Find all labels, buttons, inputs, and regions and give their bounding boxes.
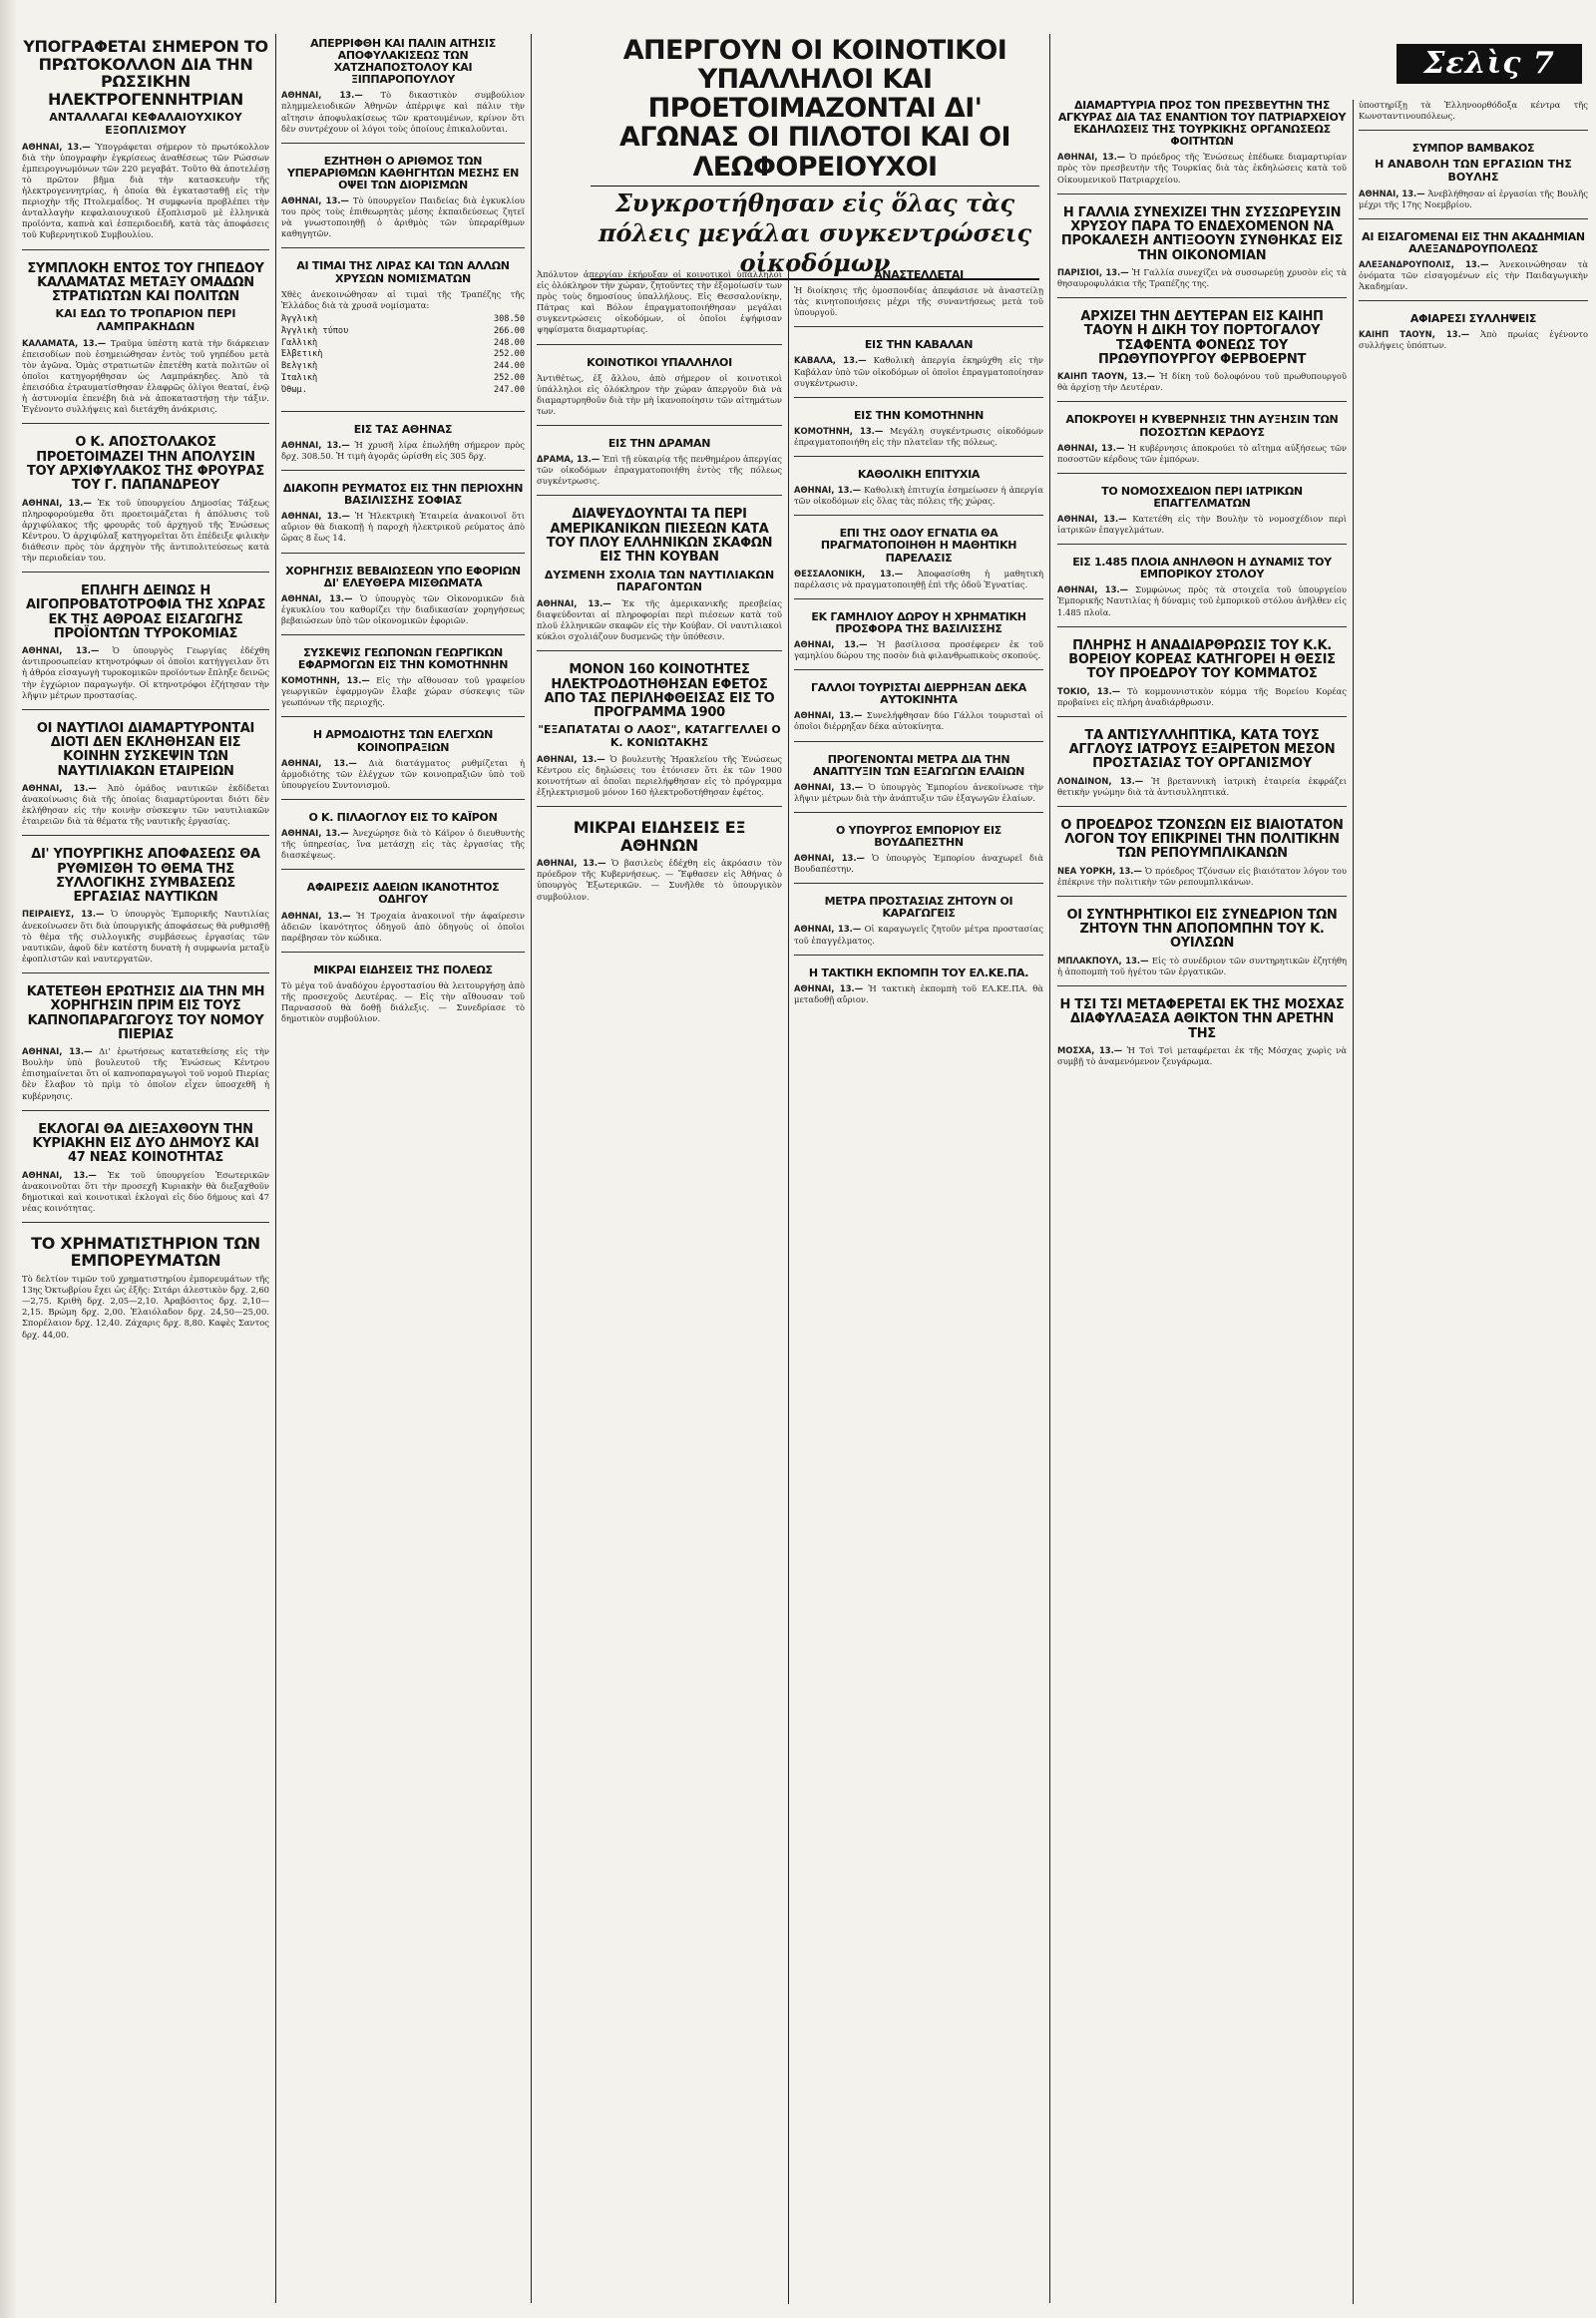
article-headline: ΠΛΗΡΗΣ Η ΑΝΑΔΙΑΡΘΡΩΣΙΣ ΤΟΥ Κ.Κ. ΒΟΡΕΙΟΥ ΚΟΡΕΑΣ ΚΑΤΗΓΟΡΕΙ Η ΘΕΣΙΣ ΤΟΥ ΠΡΟΕΔΡΟΥ ΤΟΥ ΚΟΜΜΑΤΟΣ: [1068, 637, 1336, 682]
article-text: Ἡ τακτικὴ ἐκπομπὴ τοῦ ΕΛ.ΚΕ.ΠΑ. θὰ μεταδοθῇ αὔριον.: [794, 982, 1043, 1004]
article-headline: ΣΥΣΚΕΨΙΣ ΓΕΩΠΟΝΩΝ ΓΕΩΡΓΙΚΩΝ ΕΦΑΡΜΟΓΩΝ ΕΙΣ ΤΗΝ ΚΟΜΟΤΗΝΗΝ: [297, 646, 509, 672]
article-dateline: ΑΘΗΝΑΙ, 13.—: [22, 782, 97, 793]
article-body: [794, 782, 1043, 804]
article-subhead: Η ΑΝΑΒΟΛΗ ΤΩΝ ΕΡΓΑΣΙΩΝ ΤΗΣ ΒΟΥΛΗΣ: [1375, 158, 1572, 184]
article-dateline: ΑΘΗΝΑΙ, 13.—: [794, 485, 861, 496]
column-4: [794, 269, 1043, 2304]
article-text: Ὑπογράφεται σήμερον τὸ πρωτόκολλον διὰ τὴν ὑπογραφὴν ἐγκρίσεως ἀναθέσεως τῶν Ρώσσων ἐμπειρογνωμόνων τῶν 220 μεγαβάτ. Τοῦτο θὰ ἀποτελέσῃ τὸ πρῶτον βῆμα διὰ τὴν κατασκευὴν τῆς ἠλεκτρογεννητρίας, ἡ ὁποία θὰ ἐγκατασταθῇ εἰς τὴν περιοχὴν τῆς Πτολεμαΐδος. Ἡ συμφωνία προβλέπει τὴν ἀνταλλαγὴν κεφαλαιουχικοῦ ἐξοπλισμοῦ μὲ ἑλληνικὰ προϊόντα, καπνὰ καὶ ἐσπεριδοειδῆ, κατὰ τὰς ἀποφάσεις τοῦ Κυβερνητικοῦ Συμβουλίου.: [22, 141, 269, 240]
article-dateline: ΑΘΗΝΑΙ, 13.—: [281, 511, 350, 522]
article-dateline: ΑΘΗΝΑΙ, 13.—: [281, 757, 357, 768]
article-dateline: ΚΑΙΗΠ ΤΑΟΥΝ, 13.—: [1057, 371, 1156, 382]
article-text: Ἡ βασίλισσα προσέφερεν ἐκ τοῦ γαμηλίου δώρου της ποσὸν διὰ φιλανθρωπικοὺς σκοπούς.: [794, 638, 1043, 661]
coin-price: 252.00: [493, 349, 525, 360]
column-2: [281, 38, 525, 2312]
article-body: [1057, 866, 1347, 888]
article-text: Δι' ἐρωτήσεως κατατεθείσης εἰς τὴν Βουλὴν ὑπὸ βουλευτοῦ τῆς Ἑνώσεως Κέντρου ἐπισημαίνεται ὅτι οἱ καπνοπαραγωγοὶ τοῦ νομοῦ Πιερίας δὲν ἔλαβον τὸ πρὶμ τὸ ὁποῖον εἶχεν ὑποσχεθῆ ἡ κυβέρνησις.: [22, 1046, 269, 1101]
news-article: [794, 682, 1043, 741]
article-headline: ΑΠΟΚΡΟΥΕΙ Η ΚΥΒΕΡΝΗΣΙΣ ΤΗΝ ΑΥΞΗΣΙΝ ΤΩΝ ΠΟΣΟΣΤΩΝ ΚΕΡΔΟΥΣ: [1065, 413, 1339, 439]
article-body: [22, 338, 269, 416]
article-headline: ΣΥΜΠΛΟΚΗ ΕΝΤΟΣ ΤΟΥ ΓΗΠΕΔΟΥ ΚΑΛΑΜΑΤΑΣ ΜΕΤΑΞΥ ΟΜΑΔΩΝ ΣΤΡΑΤΙΩΤΩΝ ΚΑΙ ΠΟΛΙΤΩΝ: [27, 260, 264, 305]
article-body: [1359, 100, 1588, 122]
article-headline: ΕΙΣ ΤΗΝ ΔΡΑΜΑΝ: [607, 437, 711, 451]
article-body: [1057, 1045, 1347, 1067]
article-headline: ΕΙΣ ΤΗΝ ΚΟΜΟΤΗΝΗΝ: [853, 408, 985, 422]
news-article: [281, 882, 525, 952]
news-article: [22, 848, 269, 973]
article-dateline: ΚΟΜΟΤΗΝΗ, 13.—: [794, 425, 884, 436]
article-headline: ΕΙΣ ΤΑΣ ΑΘΗΝΑΣ: [353, 422, 453, 436]
article-body: [1057, 956, 1347, 977]
article-body: [1359, 189, 1588, 210]
article-body: [794, 853, 1043, 875]
article-headline: ΜΕΤΡΑ ΠΡΟΣΤΑΣΙΑΣ ΖΗΤΟΥΝ ΟΙ ΚΑΡΑΓΩΓΕΙΣ: [824, 895, 1013, 921]
article-headline: ΧΟΡΗΓΗΣΙΣ ΒΕΒΑΙΩΣΕΩΝ ΥΠΟ ΕΦΟΡΙΩΝ ΔΙ' ΕΛΕΥΘΕΡΑ ΜΙΣΘΩΜΑΤΑ: [285, 564, 521, 589]
article-headline: ΚΑΤΕΤΕΘΗ ΕΡΩΤΗΣΙΣ ΔΙΑ ΤΗΝ ΜΗ ΧΟΡΗΓΗΣΙΝ ΠΡΙΜ ΕΙΣ ΤΟΥΣ ΚΑΠΝΟΠΑΡΑΓΩΓΟΥΣ ΤΟΥ ΝΟΜΟΥ ΠΙΕΡΙΑΣ: [26, 983, 265, 1042]
article-body: [537, 373, 782, 417]
article-dateline: ΑΘΗΝΑΙ, 13.—: [1057, 584, 1128, 595]
news-article: [1057, 998, 1347, 1075]
article-headline: ΕΚ ΓΑΜΗΛΙΟΥ ΔΩΡΟΥ Η ΧΡΗΜΑΤΙΚΗ ΠΡΟΣΦΟΡΑ ΤΗΣ ΒΑΣΙΛΙΣΣΗΣ: [811, 609, 1026, 635]
news-article: [794, 469, 1043, 516]
news-article: [537, 438, 782, 496]
article-dateline: ΑΘΗΝΑΙ, 13.—: [22, 497, 92, 508]
article-text: Τὸ μέγα τοῦ ἀναδόχου ἐργοστασίου θὰ λειτουργήσῃ ἀπὸ τῆς προσεχοῦς Δευτέρας. — Εἰς τὴν αἴθουσαν τοῦ Παρνασσοῦ θὰ δοθῇ διάλεξις. — Συνεδρίασε τὸ δημοτικὸν συμβούλιον.: [281, 979, 525, 1024]
article-dateline: ΠΑΡΙΣΙΟΙ, 13.—: [1057, 266, 1129, 277]
article-headline: ΑΠΕΡΡΙΦΘΗ ΚΑΙ ΠΑΛΙΝ ΑΙΤΗΣΙΣ ΑΠΟΦΥΛΑΚΙΣΕΩΣ ΤΩΝ ΧΑΤΖΗΑΠΟΣΤΟΛΟΥ ΚΑΙ ΞΙΠΠΑΡΟΠΟΥΛΟΥ: [310, 38, 496, 87]
article-headline: ΕΙΣ ΤΗΝ ΚΑΒΑΛΑΝ: [864, 338, 974, 352]
news-article: [1057, 729, 1347, 807]
article-text: Ἐπὶ τῇ εὐκαιρίᾳ τῆς πενθημέρου ἀπεργίας τῶν οἰκοδόμων ἐπραγματοποιήθη ἐντὸς τῆς πόλεως συγκέντρωσις.: [537, 454, 782, 487]
article-text: Ὁ ὑπουργὸς Γεωργίας ἐδέχθη ἀντιπροσωπείαν κτηνοτρόφων οἱ ὁποῖοι κατήγγειλαν ὅτι ἡ ἀθρόα εἰσαγωγὴ τυροκομικῶν προϊόντων ἔπληξε δεινῶς τὴν ἐγχώριον παραγωγήν. Οἱ κτηνοτρόφοι ἐζήτησαν τὴν λῆψιν μέτρων προστασίας.: [22, 645, 269, 700]
article-dateline: ΔΡΑΜΑ, 13.—: [537, 454, 600, 465]
news-article: [281, 38, 525, 144]
article-body: [281, 440, 525, 462]
article-body: [22, 1274, 269, 1341]
article-text: Ἡ χρυσῆ λίρα ἐπωλήθη σήμερον πρὸς δρχ. 308.50. Ἡ τιμὴ ἀγορᾶς ὡρίσθη εἰς 305 δρχ.: [281, 439, 525, 461]
article-text: Τὸ κομμουνιστικὸν κόμμα τῆς Βορείου Κορέας προβαίνει εἰς πλήρη ἀναδιάρθρωσιν.: [1057, 685, 1347, 707]
article-body: [794, 710, 1043, 732]
article-headline: ΑΙ ΕΙΣΑΓΟΜΕΝΑΙ ΕΙΣ ΤΗΝ ΑΚΑΔΗΜΙΑΝ ΑΛΕΞΑΝΔΡΟΥΠΟΛΕΩΣ: [1362, 229, 1585, 255]
page-edge-margin: [3, 60, 13, 2304]
article-text: Ἡ Τροχαία ἀνακοινοῖ τὴν ἀφαίρεσιν ἀδειῶν ἱκανότητος ὁδηγοῦ ἀπὸ ὁδηγοὺς οἱ ὁποῖοι παρέβησαν τὸν κώδικα.: [281, 910, 525, 943]
article-subhead: "ΕΞΑΠΑΤΑΤΑΙ Ο ΛΑΟΣ", ΚΑΤΑΓΓΕΛΛΕΙ Ο Κ. ΚΟΝΙΩΤΑΚΗΣ: [538, 723, 781, 750]
article-text: Ὁ βασιλεὺς ἐδέχθη εἰς ἀκρόασιν τὸν πρόεδρον τῆς Κυβερνήσεως. — Ἔφθασεν εἰς Ἀθήνας ὁ ὑπουργὸς Ἐξωτερικῶν. — Συνῆλθε τὸ ὑπουργικὸν συμβούλιον.: [537, 858, 782, 902]
article-dateline: ΑΘΗΝΑΙ, 13.—: [1057, 152, 1126, 163]
news-article: [537, 819, 782, 911]
article-dateline: ΑΘΗΝΑΙ, 13.—: [281, 828, 349, 839]
news-article: [794, 528, 1043, 598]
article-body: [794, 426, 1043, 448]
article-headline: ΜΟΝΟΝ 160 ΚΟΙΝΟΤΗΤΕΣ ΗΛΕΚΤΡΟΔΟΤΗΘΗΣΑΝ ΕΦΕΤΟΣ ΑΠΟ ΤΑΣ ΠΕΡΙΛΗΦΘΕΙΣΑΣ ΕΙΣ ΤΟ ΠΡΟΓΡΑΜΜΑ 1900: [544, 662, 775, 721]
news-article: [1359, 313, 1588, 359]
article-headline: ΣΥΜΠΟΡ ΒΑΜΒΑΚΟΣ: [1411, 142, 1535, 156]
article-text: Κατετέθη εἰς τὴν Βουλὴν τὸ νομοσχέδιον περὶ ἰατρικῶν ἐπαγγελμάτων.: [1057, 513, 1347, 536]
article-text: Τὸ ὑπουργεῖον Παιδείας διὰ ἐγκυκλίου του πρὸς τοὺς ἐπιθεωρητὰς μέσης ἐκπαιδεύσεως ζητεῖ νὰ γνωστοποιηθῇ ὁ ἀριθμὸς τῶν ὑπεραρίθμων καθηγητῶν.: [281, 195, 525, 239]
price-row: [281, 326, 525, 338]
article-text: Οἱ καραγωγεῖς ζητοῦν μέτρα προστασίας τοῦ ἐπαγγέλματος.: [794, 924, 1043, 946]
column-rule: [1049, 34, 1050, 2303]
article-body: [22, 909, 269, 964]
article-body: [794, 983, 1043, 1005]
news-article: [1057, 414, 1347, 473]
news-article: [794, 611, 1043, 670]
news-article: [22, 1235, 269, 1349]
article-text: Ἀπὸ πρωίας ἐγένοντο συλλήψεις ὑπόπτων.: [1359, 329, 1588, 351]
article-body: [281, 511, 525, 544]
gold-price-table: [281, 314, 525, 397]
article-body: [22, 783, 269, 827]
article-body: [1057, 152, 1347, 185]
article-body: [537, 598, 782, 642]
article-text: Συμφώνως πρὸς τὰ στοιχεῖα τοῦ ὑπουργείου Ἐμπορικῆς Ναυτιλίας ἡ δύναμις τοῦ ἐμπορικοῦ στόλου ἀνῆλθεν εἰς 1.485 πλοῖα.: [1057, 584, 1347, 617]
article-headline: ΑΝΑΣΤΕΛΛΕΤΑΙ: [874, 269, 964, 281]
news-article: [794, 754, 1043, 813]
article-headline: Η ΑΡΜΟΔΙΟΤΗΣ ΤΩΝ ΕΛΕΓΧΩΝ ΚΟΙΝΟΠΡΑΞΙΩΝ: [312, 728, 494, 754]
article-headline: ΚΑΘΟΛΙΚΗ ΕΠΙΤΥΧΙΑ: [857, 468, 981, 482]
article-headline: Η ΓΑΛΛΙΑ ΣΥΝΕΧΙΖΕΙ ΤΗΝ ΣΥΣΣΩΡΕΥΣΙΝ ΧΡΥΣΟΥ ΠΑΡΑ ΤΟ ΕΝΔΕΧΟΜΕΝΟΝ ΝΑ ΠΡΟΚΑΛΕΣΗ ΑΝΤΙΞΟΟΥΝ ΣΥΝΘΗΚΑΣ ΕΙΣ ΤΗΝ ΟΙΚΟΝΟΜΙΑΝ: [1060, 204, 1344, 263]
coin-price: 252.00: [493, 373, 525, 384]
article-dateline: ΑΘΗΝΑΙ, 13.—: [794, 853, 865, 864]
price-row: [281, 385, 525, 397]
article-headline: ΥΠΟΓΡΑΦΕΤΑΙ ΣΗΜΕΡΟΝ ΤΟ ΠΡΩΤΟΚΟΛΛΟΝ ΔΙΑ ΤΗΝ ΡΩΣΣΙΚΗΝ ΗΛΕΚΤΡΟΓΕΝΝΗΤΡΙΑΝ: [23, 38, 268, 109]
news-article: [794, 967, 1043, 1013]
news-article: [281, 483, 525, 553]
article-headline: Η ΤΑΚΤΙΚΗ ΕΚΠΟΜΠΗ ΤΟΥ ΕΛ.ΚΕ.ΠΑ.: [808, 966, 1029, 979]
article-body: [794, 355, 1043, 388]
article-dateline: ΚΟΜΟΤΗΝΗ, 13.—: [281, 675, 370, 686]
article-dateline: ΑΘΗΝΑΙ, 13.—: [22, 141, 91, 152]
article-text: ὑποστηρίξῃ τὰ Ἑλληνοορθόδοξα κέντρα τῆς Κωνσταντινουπόλεως.: [1359, 100, 1588, 122]
article-body: [22, 1170, 269, 1214]
coin-price: 266.00: [493, 325, 525, 336]
coin-price: 248.00: [493, 337, 525, 348]
article-body: [22, 142, 269, 241]
column-rule: [531, 34, 532, 2303]
news-article: [1057, 557, 1347, 626]
news-article: [1359, 231, 1588, 301]
news-article: [794, 269, 1043, 327]
news-article: [281, 156, 525, 249]
news-article: [281, 812, 525, 870]
article-text: Ἡ διοίκησις τῆς ὁμοσπονδίας ἀπεφάσισε νὰ ἀναστείλῃ τὰς κινητοποιήσεις μέχρι τῆς συναντήσεως μετὰ τοῦ ὑπουργοῦ.: [794, 285, 1043, 318]
article-body: [537, 754, 782, 798]
article-text: Ἡ δίκη τοῦ δολοφόνου τοῦ πρωθυπουργοῦ θὰ ἀρχίσῃ τὴν Δευτέραν.: [1057, 371, 1347, 393]
article-text: Καθολικὴ ἀπεργία ἐκηρύχθη εἰς τὴν Καβάλαν ὑπὸ τῶν οἰκοδόμων οἱ ὁποῖοι ἐπραγματοποίησαν συγκέντρωσιν.: [794, 355, 1043, 388]
article-headline: ΟΙ ΝΑΥΤΙΛΟΙ ΔΙΑΜΑΡΤΥΡΟΝΤΑΙ ΔΙΟΤΙ ΔΕΝ ΕΚΛΗΘΗΣΑΝ ΕΙΣ ΚΟΙΝΗΝ ΣΥΣΚΕΨΙΝ ΤΩΝ ΝΑΥΤΙΛΙΑΚΩΝ ΕΤΑΙΡΕΙΩΝ: [36, 720, 255, 779]
article-subhead: ΚΑΙ ΕΔΩ ΤΟ ΤΡΟΠΑΡΙΟΝ ΠΕΡΙ ΛΑΜΠΡΑΚΗΔΩΝ: [55, 307, 236, 334]
article-dateline: ΛΟΝΔΙΝΟΝ, 13.—: [1057, 775, 1144, 786]
article-text: Ὁ ὑπουργὸς τῶν Οἰκονομικῶν διὰ ἐγκυκλίου του καθορίζει τὴν διαδικασίαν χορηγήσεως βεβαιώσεων ὑπὸ τῶν οἰκονομικῶν ἐφοριῶν.: [281, 592, 525, 625]
article-text: Ὁ ὑπουργὸς Ἐμπορίου ἀνεκοίνωσε τὴν λῆψιν μέτρων διὰ τὴν ἀνάπτυξιν τῶν ἐξαγωγῶν ἐλαίων.: [794, 781, 1043, 803]
article-body: [281, 195, 525, 239]
article-dateline: ΑΘΗΝΑΙ, 13.—: [22, 1046, 93, 1057]
column-6: [1359, 100, 1588, 2304]
article-text: Ἀντιθέτως, ἐξ ἄλλου, ἀπὸ σήμερον οἱ κοινοτικοὶ ὑπάλληλοι εἰς ὁλόκληρον τὴν χώραν ἀπεργοῦν διὰ νὰ διαμαρτυρηθοῦν διὰ τὴν μὴ ἱκανοποίησιν τῶν αἰτημάτων των.: [537, 372, 782, 416]
article-text: Ἡ Τσὶ Τσὶ μεταφέρεται ἐκ τῆς Μόσχας χωρὶς νὰ συμβῇ τὸ ἀναμενόμενον ζευγάρωμα.: [1057, 1044, 1347, 1066]
article-subhead: ΑΝΤΑΛΛΑΓΑΙ ΚΕΦΑΛΑΙΟΥΧΙΚΟΥ ΕΞΟΠΛΙΣΜΟΥ: [49, 111, 242, 138]
article-headline: ΚΟΙΝΟΤΙΚΟΙ ΥΠΑΛΛΗΛΟΙ: [587, 355, 732, 369]
lead-headline: ΑΠΕΡΓΟΥΝ ΟΙ ΚΟΙΝΟΤΙΚΟΙ ΥΠΑΛΛΗΛΟΙ ΚΑΙ ΠΡΟΕΤΟΙΜΑΖΟΝΤΑΙ ΔΙ' ΑΓΩΝΑΣ ΟΙ ΠΙΛΟΤΟΙ ΚΑΙ ΟΙ ΛΕΩΦΟΡΕΙΟΥΧΟΙ: [619, 35, 1010, 183]
article-dateline: ΑΘΗΝΑΙ, 13.—: [1057, 513, 1127, 524]
article-headline: ΑΡΧΙΖΕΙ ΤΗΝ ΔΕΥΤΕΡΑΝ ΕΙΣ ΚΑΙΗΠ ΤΑΟΥΝ Η ΔΙΚΗ ΤΟΥ ΠΟΡΤΟΓΑΛΟΥ ΤΣΑΦΕΝΤΑ ΦΟΝΕΩΣ ΤΟΥ ΠΡΩΘΥΠΟΥΡΓΟΥ ΦΕΡΒΟΕΡΝΤ: [1080, 309, 1324, 367]
news-article: [22, 1123, 269, 1223]
article-text: Εἰς τὸ συνέδριον τῶν συντηρητικῶν ἐζητήθη ἡ ἀποπομπὴ τοῦ ἡγέτου τῶν ἐργατικῶν.: [1057, 955, 1347, 976]
article-body: [281, 758, 525, 791]
news-article: [537, 357, 782, 426]
news-article: [1057, 486, 1347, 545]
article-text: Ἡ Γαλλία συνεχίζει νὰ συσσωρεύῃ χρυσὸν εἰς τὰ θησαυροφυλάκια τῆς Τραπέζης της.: [1057, 266, 1347, 288]
article-dateline: ΜΟΣΧΑ, 13.—: [1057, 1044, 1123, 1055]
news-article: [794, 825, 1043, 884]
article-text: Τραῦμα ὑπέστη κατὰ τὴν διάρκειαν ἐπεισοδίων ποὺ ἐσημειώθησαν ἐντὸς τοῦ γηπέδου μετὰ τὸν ἀγῶνα. Ὁμὰς στρατιωτῶν ἐπετέθη κατὰ πολιτῶν οἱ ὁποῖοι κατηγορήθησαν ὡς Λαμπράκηδες. Ἀπὸ τὰ ἐπεισόδια ἐτραυματίσθησαν ἐλαφρῶς ὀλίγοι θεαταί, ἐνῷ ἡ ἀστυνομία ἐπενέβη διὰ νὰ ἀποκαταστήσῃ τὴν τάξιν. Ἐγένοντο συλλήψεις καὶ διετάχθη ἀνάκρισις.: [22, 337, 269, 415]
article-body: [1057, 443, 1347, 465]
article-headline: Ο ΥΠΟΥΡΓΟΣ ΕΜΠΟΡΙΟΥ ΕΙΣ ΒΟΥΔΑΠΕΣΤΗΝ: [836, 823, 1001, 849]
column-rule: [788, 259, 789, 2304]
article-body: [22, 498, 269, 565]
article-dateline: ΑΘΗΝΑΙ, 13.—: [537, 597, 611, 608]
article-text: Ἐκ τοῦ ὑπουργείου Δημοσίας Τάξεως πληροφορούμεθα ὅτι προετοιμάζεται ἡ ἀπόλυσις τοῦ ἀρχιφύλακος τῆς φρουρᾶς τοῦ ἀρχηγοῦ τῆς Ἑνώσεως Κέντρου. Ὁ ἀρχιφύλαξ κατηγορεῖται ὅτι ἐπέδειξε φιλικὴν διάθεσιν πρὸς τὸν ἀρχηγὸν τῆς ἀντιπολιτεύσεως κατὰ τὴν περιοδείαν του.: [22, 497, 269, 563]
article-dateline: ΠΕΙΡΑΙΕΥΣ, 13.—: [22, 909, 105, 920]
article-text: Ἀνεχώρησε διὰ τὸ Κάϊρον ὁ διευθυντὴς τῆς ὑπηρεσίας, ἵνα μετάσχῃ εἰς τὰς ἐργασίας τῆς διασκέψεως.: [281, 828, 525, 861]
article-body: [794, 569, 1043, 590]
article-headline: ΕΠΙ ΤΗΣ ΟΔΟΥ ΕΓΝΑΤΙΑ ΘΑ ΠΡΑΓΜΑΤΟΠΟΙΗΘΗ Η ΜΑΘΗΤΙΚΗ ΠΑΡΕΛΑΣΙΣ: [820, 527, 1017, 565]
article-headline: ΔΙΑΚΟΠΗ ΡΕΥΜΑΤΟΣ ΕΙΣ ΤΗΝ ΠΕΡΙΟΧΗΝ ΒΑΣΙΛΙΣΣΗΣ ΣΟΦΙΑΣ: [282, 482, 524, 508]
article-dateline: ΑΘΗΝΑΙ, 13.—: [281, 439, 350, 450]
article-dateline: ΑΘΗΝΑΙ, 13.—: [281, 90, 363, 101]
news-article: [1057, 819, 1347, 897]
column-1: [22, 38, 269, 2312]
article-headline: ΜΙΚΡΑΙ ΕΙΔΗΣΕΙΣ ΤΗΣ ΠΟΛΕΩΣ: [313, 963, 493, 976]
article-body: [537, 454, 782, 487]
news-article: [281, 647, 525, 717]
article-text: Τὸ δελτίον τιμῶν τοῦ χρηματιστηρίου ἐμπορευμάτων τῆς 13ης Ὀκτωβρίου ἔχει ὡς ἑξῆς: Σιτάρι ἀλεστικὸν δρχ. 2,60—2,75. Κριθὴ δρχ. 2,05—2,10. Ἀραβόσιτος δρχ. 2,10—2,15. Βρώμη δρχ. 2,00. Ἐλαιόλαδον δρχ. 24,50—25,00. Σπορέλαιον δρχ. 12,40. Ζάχαρις δρχ. 8,80. Καφὲς Σαντος δρχ. 44,00.: [22, 1274, 269, 1340]
article-dateline: ΝΕΑ ΥΟΡΚΗ, 13.—: [1057, 865, 1142, 876]
article-headline: ΔΙΑΨΕΥΔΟΥΝΤΑΙ ΤΑ ΠΕΡΙ ΑΜΕΡΙΚΑΝΙΚΩΝ ΠΙΕΣΕΩΝ ΚΑΤΑ ΤΟΥ ΠΛΟΥ ΕΛΛΗΝΙΚΩΝ ΣΚΑΦΩΝ ΕΙΣ ΤΗΝ ΚΟΥΒΑΝ: [546, 507, 773, 566]
price-row: [281, 314, 525, 326]
article-dateline: ΑΘΗΝΑΙ, 13.—: [281, 910, 351, 921]
article-headline: Ο Κ. ΠΙΛΑΟΓΛΟΥ ΕΙΣ ΤΟ ΚΑΪΡΟΝ: [308, 810, 498, 824]
news-article: [1057, 909, 1347, 986]
article-headline: ΔΙ' ΥΠΟΥΡΓΙΚΗΣ ΑΠΟΦΑΣΕΩΣ ΘΑ ΡΥΘΜΙΣΘΗ ΤΟ ΘΕΜΑ ΤΗΣ ΣΥΛΛΟΓΙΚΗΣ ΣΥΜΒΑΣΕΩΣ ΕΡΓΑΣΙΑΣ ΝΑΥΤΙΚΩΝ: [31, 847, 260, 906]
article-body: [1057, 584, 1347, 617]
article-dateline: ΑΘΗΝΑΙ, 13.—: [1359, 188, 1425, 198]
news-article: [537, 269, 782, 345]
article-body: [281, 593, 525, 626]
article-body: [537, 269, 782, 336]
news-article: [22, 722, 269, 837]
article-text: Ἐκ τοῦ ὑπουργείου Ἐσωτερικῶν ἀνακοινοῦται ὅτι τὴν προσεχῆ Κυριακὴν θὰ διεξαχθοῦν δημοτικαὶ καὶ κοινοτικαὶ ἐκλογαὶ εἰς δύο δήμους καὶ 47 νέας κοινότητας.: [22, 1169, 269, 1213]
article-text: Ὁ βουλευτὴς Ἡρακλείου τῆς Ἑνώσεως Κέντρου εἰς δηλώσεις του ἐτόνισεν ὅτι ἐκ τῶν 1900 κοινοτήτων αἱ ὁποῖαι περιελήφθησαν εἰς τὸ πρόγραμμα ἐξηλεκτρισμοῦ μόνον 160 ἠλεκτροδοτήθησαν ἐφέτος.: [537, 753, 782, 797]
news-article: [1057, 206, 1347, 298]
coin-name: Ἐλβετικὴ: [281, 349, 323, 360]
coin-name: Ἀγγλικὴ: [281, 313, 318, 324]
article-dateline: ΑΘΗΝΑΙ, 13.—: [794, 638, 868, 649]
coin-price: 308.50: [493, 313, 525, 324]
article-dateline: ΚΑΒΑΛΑ, 13.—: [794, 355, 867, 366]
article-body: [537, 858, 782, 902]
article-body: [281, 980, 525, 1024]
article-body: [281, 289, 525, 311]
news-article: [281, 260, 525, 411]
article-dateline: ΤΟΚΙΟ, 13.—: [1057, 685, 1121, 696]
article-headline: ΤΟ ΧΡΗΜΑΤΙΣΤΗΡΙΟΝ ΤΩΝ ΕΜΠΟΡΕΥΜΑΤΩΝ: [31, 1233, 260, 1271]
article-dateline: ΚΑΛΑΜΑΤΑ, 13.—: [22, 337, 107, 348]
news-article: [794, 410, 1043, 457]
article-headline: ΕΠΛΗΓΗ ΔΕΙΝΩΣ Η ΑΙΓΟΠΡΟΒΑΤΟΤΡΟΦΙΑ ΤΗΣ ΧΩΡΑΣ ΕΚ ΤΗΣ ΑΘΡΟΑΣ ΕΙΣΑΓΩΓΗΣ ΠΡΟΪΟΝΤΩΝ ΤΥΡΟΚΟΜΙΑΣ: [25, 583, 266, 641]
article-headline: ΟΙ ΣΥΝΤΗΡΗΤΙΚΟΙ ΕΙΣ ΣΥΝΕΔΡΙΟΝ ΤΩΝ ΖΗΤΟΥΝ ΤΗΝ ΑΠΟΠΟΜΠΗΝ ΤΟΥ Κ. ΟΥΙΛΣΩΝ: [1066, 907, 1338, 952]
news-article: [281, 424, 525, 471]
news-article: [794, 339, 1043, 397]
column-rule: [1353, 100, 1354, 2304]
news-article: [537, 508, 782, 651]
article-headline: Η ΤΣΙ ΤΣΙ ΜΕΤΑΦΕΡΕΤΑΙ ΕΚ ΤΗΣ ΜΟΣΧΑΣ ΔΙΑΦΥΛΑΞΑΣΑ ΑΘΙΚΤΟΝ ΤΗΝ ΑΡΕΤΗΝ ΤΗΣ: [1059, 996, 1345, 1041]
article-text: Ἀνεκοινώθησαν τὰ ὀνόματα τῶν εἰσαγομένων εἰς τὴν Παιδαγωγικὴν Ἀκαδημίαν.: [1359, 258, 1588, 292]
article-dateline: ΑΘΗΝΑΙ, 13.—: [281, 195, 349, 206]
news-article: [22, 985, 269, 1111]
article-body: [281, 90, 525, 134]
coin-name: Ὀθωμ.: [281, 384, 307, 395]
article-body: [22, 645, 269, 700]
article-body: [1057, 371, 1347, 393]
article-text: Ἡ Ἠλεκτρικὴ Ἑταιρεία ἀνακοινοῖ ὅτι αὔριον θὰ διακοπῇ ἡ παροχὴ ἠλεκτρικοῦ ρεύματος ἀπὸ ὥρας 8 ἕως 14.: [281, 511, 525, 544]
article-dateline: ΑΘΗΝΑΙ, 13.—: [22, 645, 100, 656]
page-number-label: Σελὶς 7: [1396, 44, 1582, 84]
article-headline: ΓΑΛΛΟΙ ΤΟΥΡΙΣΤΑΙ ΔΙΕΡΡΗΞΑΝ ΔΕΚΑ ΑΥΤΟΚΙΝΗΤΑ: [811, 681, 1026, 707]
news-article: [22, 436, 269, 573]
article-text: Χθὲς ἀνεκοινώθησαν αἱ τιμαὶ τῆς Τραπέζης τῆς Ἑλλάδος διὰ τὰ χρυσᾶ νομίσματα:: [281, 288, 525, 310]
column-5: [1057, 100, 1347, 2304]
article-body: [1057, 267, 1347, 289]
article-dateline: ΑΘΗΝΑΙ, 13.—: [537, 858, 606, 869]
article-body: [1359, 259, 1588, 292]
news-article: [1057, 100, 1347, 194]
article-dateline: ΑΘΗΝΑΙ, 13.—: [537, 753, 605, 764]
article-text: Ἡ βρεταννικὴ ἰατρικὴ ἑταιρεία ἐκφράζει θετικὴν γνώμην διὰ τὰ ἀντισυλληπτικά.: [1057, 775, 1347, 797]
article-headline: ΕΙΣ 1.485 ΠΛΟΙΑ ΑΝΗΛΘΟΝ Η ΔΥΝΑΜΙΣ ΤΟΥ ΕΜΠΟΡΙΚΟΥ ΣΤΟΛΟΥ: [1072, 556, 1332, 581]
price-row: [281, 361, 525, 373]
article-dateline: ΘΕΣΣΑΛΟΝΙΚΗ, 13.—: [794, 568, 904, 579]
column-3: [537, 269, 782, 2304]
article-body: [1359, 329, 1588, 351]
article-text: Τὸ δικαστικὸν συμβούλιον πλημμελειοδικῶν Ἀθηνῶν ἀπέρριψε καὶ πάλιν τὴν αἴτησιν ἀποφυλακίσεως τῶν κρατουμένων, κρίνον ὅτι δὲν συντρέχουν οἱ λόγοι τοὺς ὁποίους ἐπικαλοῦνται.: [281, 90, 525, 134]
article-text: Ἡ κυβέρνησις ἀποκρούει τὸ αἴτημα αὐξήσεως τῶν ποσοστῶν κέρδους τῶν ἐμπόρων.: [1057, 442, 1347, 464]
article-dateline: ΑΘΗΝΑΙ, 13.—: [794, 982, 864, 993]
article-body: [794, 485, 1043, 507]
article-dateline: ΑΛΕΞΑΝΔΡΟΥΠΟΛΙΣ, 13.—: [1359, 258, 1489, 269]
article-headline: ΤΟ ΝΟΜΟΣΧΕΔΙΟΝ ΠΕΡΙ ΙΑΤΡΙΚΩΝ ΕΠΑΓΓΕΛΜΑΤΩΝ: [1101, 484, 1303, 510]
news-article: [22, 262, 269, 425]
article-headline: ΜΙΚΡΑΙ ΕΙΔΗΣΕΙΣ ΕΞ ΑΘΗΝΩΝ: [573, 818, 746, 855]
news-article: [537, 663, 782, 807]
article-body: [281, 828, 525, 861]
lead-story-banner: [591, 36, 1039, 280]
article-dateline: ΑΘΗΝΑΙ, 13.—: [22, 1169, 97, 1180]
news-article: [22, 38, 269, 250]
news-article: [1359, 143, 1588, 219]
column-rule: [275, 34, 276, 2303]
coin-price: 244.00: [493, 361, 525, 372]
news-article: [794, 896, 1043, 955]
lead-subhead: Συγκροτήθησαν εἰς ὅλας τὰς πόλεις μεγάλαι συγκεντρώσεις οἰκοδόμων: [591, 186, 1039, 278]
article-body: [1057, 514, 1347, 536]
article-body: [794, 924, 1043, 946]
article-headline: ΤΑ ΑΝΤΙΣΥΛΛΗΠΤΙΚΑ, ΚΑΤΑ ΤΟΥΣ ΑΓΓΛΟΥΣ ΙΑΤΡΟΥΣ ΕΞΑΙΡΕΤΟΝ ΜΕΣΟΝ ΠΡΟΣΤΑΣΙΑΣ ΤΟΥ ΟΡΓΑΝΙΣΜΟΥ: [1068, 727, 1336, 772]
article-headline: ΠΡΟΓΕΝΟΝΤΑΙ ΜΕΤΡΑ ΔΙΑ ΤΗΝ ΑΝΑΠΤΥΞΙΝ ΤΩΝ ΕΞΑΓΩΓΩΝ ΕΛΑΙΩΝ: [812, 752, 1025, 778]
news-article: [281, 729, 525, 799]
article-text: Ὁ πρόεδρος τῆς Ἑνώσεως ἐπέδωκε διαμαρτυρίαν πρὸς τὸν πρεσβευτὴν τῆς Τουρκίας διὰ τὰς ἐκδηλώσεις κατὰ τοῦ Οἰκουμενικοῦ Πατριαρχείου.: [1057, 152, 1347, 185]
article-headline: ΑΙ ΤΙΜΑΙ ΤΗΣ ΛΙΡΑΣ ΚΑΙ ΤΩΝ ΑΛΛΩΝ ΧΡΥΣΩΝ ΝΟΜΙΣΜΑΤΩΝ: [296, 259, 510, 285]
news-article: [22, 584, 269, 710]
article-dateline: ΑΘΗΝΑΙ, 13.—: [1057, 442, 1125, 453]
news-article: [281, 965, 525, 1032]
price-row: [281, 349, 525, 361]
article-text: Συνελήφθησαν δύο Γάλλοι τουρισταὶ οἱ ὁποῖοι διέρρηξαν δέκα αὐτοκίνητα.: [794, 710, 1043, 732]
article-text: Εἰς τὴν αἴθουσαν τοῦ γραφείου γεωργικῶν ἐφαρμογῶν ἔλαβε χώραν σύσκεψις τῶν γεωπόνων τῆς περιοχῆς.: [281, 675, 525, 708]
article-text: Ὁ πρόεδρος Τζόνσων εἰς βιαιότατον λόγον του ἐπέκρινε τὴν πολιτικὴν τῶν ρεπουμπλικάνων.: [1057, 865, 1347, 887]
article-dateline: ΜΠΛΑΚΠΟΥΛ, 13.—: [1057, 955, 1149, 966]
article-headline: Ο ΠΡΟΕΔΡΟΣ ΤΖΟΝΣΩΝ ΕΙΣ ΒΙΑΙΟΤΑΤΟΝ ΛΟΓΟΝ ΤΟΥ ΕΠΙΚΡΙΝΕΙ ΤΗΝ ΠΟΛΙΤΙΚΗΝ ΤΩΝ ΡΕΠΟΥΜΠΛΙΚΑΝΩΝ: [1060, 817, 1344, 862]
article-body: [794, 285, 1043, 318]
article-subhead: ΔΥΣΜΕΝΗ ΣΧΟΛΙΑ ΤΩΝ ΝΑΥΤΙΛΙΑΚΩΝ ΠΑΡΑΓΟΝΤΩΝ: [544, 568, 775, 594]
article-text: Ὁ ὑπουργὸς Ἐμπορίου ἀναχωρεῖ διὰ Βουδαπέστην.: [794, 853, 1043, 875]
article-text: Ἀποφασίσθη ἡ μαθητικὴ παρέλασις νὰ πραγματοποιηθῇ ἐπὶ τῆς ὁδοῦ Ἐγνατίας.: [794, 568, 1043, 589]
coin-name: Βελγικὴ: [281, 361, 318, 372]
coin-name: Ἰταλικὴ: [281, 373, 318, 384]
article-body: [281, 675, 525, 708]
article-headline: ΔΙΑΜΑΡΤΥΡΙΑ ΠΡΟΣ ΤΟΝ ΠΡΕΣΒΕΥΤΗΝ ΤΗΣ ΑΓΚΥΡΑΣ ΔΙΑ ΤΑΣ ΕΝΑΝΤΙΟΝ ΤΟΥ ΠΑΤΡΙΑΡΧΕΙΟΥ ΕΚΔΗΛΩΣΕΙΣ ΤΗΣ ΤΟΥΡΚΙΚΗΣ ΟΡΓΑΝΩΣΕΩΣ ΦΟΙΤΗΤΩΝ: [1057, 100, 1347, 149]
article-body: [22, 1046, 269, 1101]
news-article: [281, 566, 525, 635]
article-text: Ἐκ τῆς ἀμερικανικῆς πρεσβείας διαψεύδονται αἱ πληροφορίαι περὶ πιέσεων κατὰ τοῦ πλοῦ ἑλληνικῶν σκαφῶν εἰς τὴν Κούβαν. Οἱ ναυτιλιακοὶ κύκλοι σχολιάζουν δυσμενῶς τὴν ὑπόθεσιν.: [537, 597, 782, 642]
article-headline: ΑΦΙΑΡΕΣΙ ΣΥΛΛΗΨΕΙΣ: [1409, 312, 1537, 326]
article-text: Ἀνεβλήθησαν αἱ ἐργασίαι τῆς Βουλῆς μέχρι τῆς 17ης Νοεμβρίου.: [1359, 188, 1588, 209]
price-row: [281, 338, 525, 350]
article-headline: ΑΦΑΙΡΕΣΙΣ ΑΔΕΙΩΝ ΙΚΑΝΟΤΗΤΟΣ ΟΔΗΓΟΥ: [306, 881, 500, 907]
news-article: [1057, 310, 1347, 402]
article-text: Ἀπὸ ὁμάδος ναυτικῶν ἐκδίδεται ἀνακοίνωσις διὰ τῆς ὁποίας διαμαρτύρονται διότι δὲν ἐκλήθησαν εἰς τὴν κοινὴν σύσκεψιν τῶν ναυτιλιακῶν ἑταιρειῶν διὰ τὰ θέματα τῆς ναυτικῆς ἐργασίας.: [22, 782, 269, 827]
coin-name: Γαλλικὴ: [281, 337, 318, 348]
article-text: Διὰ διατάγματος ρυθμίζεται ἡ ἁρμοδιότης τῶν ἐλέγχων τῶν κοινοπραξιῶν ὑπὸ τοῦ ὑπουργείου Συντονισμοῦ.: [281, 757, 525, 790]
article-body: [1057, 776, 1347, 798]
article-text: Ἀπόλυτον ἀπεργίαν ἐκήρυξαν οἱ κοινοτικοὶ ὑπάλληλοι εἰς ὁλόκληρον τὴν χώραν, ζητοῦντες τὴν ἐξομοίωσίν των πρὸς τοὺς δημοσίους ὑπαλλήλους. Εἰς Θεσσαλονίκην, Πάτρας καὶ Βόλον ἐπραγματοποιήθησαν μεγάλαι συγκεντρώσεις οἰκοδόμων, οἱ ὁποῖοι ἐψήφισαν ψηφίσματα διαμαρτυρίας.: [537, 269, 782, 335]
article-body: [794, 639, 1043, 661]
article-text: Ὁ ὑπουργὸς Ἐμπορικῆς Ναυτιλίας ἀνεκοίνωσεν ὅτι διὰ ὑπουργικῆς ἀποφάσεως θὰ ρυθμισθῇ τὸ θέμα τῆς συλλογικῆς συμβάσεως ἐργασίας τῶν ναυτικῶν, ἀφοῦ δὲν κατέστη δυνατὴ ἡ συμφωνία μεταξὺ ἐφοπλιστῶν καὶ ναυτεργατῶν.: [22, 909, 269, 964]
coin-price: 247.00: [493, 384, 525, 395]
article-body: [1057, 686, 1347, 708]
article-headline: ΕΖΗΤΗΘΗ Ο ΑΡΙΘΜΟΣ ΤΩΝ ΥΠΕΡΑΡΙΘΜΩΝ ΚΑΘΗΓΗΤΩΝ ΜΕΣΗΣ ΕΝ ΟΨΕΙ ΤΩΝ ΔΙΟΡΙΣΜΩΝ: [286, 154, 520, 192]
article-dateline: ΑΘΗΝΑΙ, 13.—: [794, 924, 862, 935]
news-article: [1359, 100, 1588, 131]
article-dateline: ΑΘΗΝΑΙ, 13.—: [794, 710, 863, 721]
article-text: Μεγάλη συγκέντρωσις οἰκοδόμων ἐπραγματοποιήθη εἰς τὴν πλατεῖαν τῆς πόλεως.: [794, 425, 1043, 447]
article-dateline: ΑΘΗΝΑΙ, 13.—: [281, 592, 353, 603]
price-row: [281, 373, 525, 385]
article-dateline: ΑΘΗΝΑΙ, 13.—: [794, 781, 864, 792]
article-text: Καθολικὴ ἐπιτυχία ἐσημείωσεν ἡ ἀπεργία τῶν οἰκοδόμων εἰς ὅλας τὰς πόλεις τῆς χώρας.: [794, 485, 1043, 507]
coin-name: Ἀγγλικὴ τύπου: [281, 325, 349, 336]
article-headline: ΕΚΛΟΓΑΙ ΘΑ ΔΙΕΞΑΧΘΟΥΝ ΤΗΝ ΚΥΡΙΑΚΗΝ ΕΙΣ ΔΥΟ ΔΗΜΟΥΣ ΚΑΙ 47 ΝΕΑΣ ΚΟΙΝΟΤΗΤΑΣ: [32, 1121, 259, 1166]
news-article: [1057, 639, 1347, 717]
article-headline: Ο Κ. ΑΠΟΣΤΟΛΑΚΟΣ ΠΡΟΕΤΟΙΜΑΖΕΙ ΤΗΝ ΑΠΟΛΥΣΙΝ ΤΟΥ ΑΡΧΙΦΥΛΑΚΟΣ ΤΗΣ ΦΡΟΥΡΑΣ ΤΟΥ Γ. ΠΑΠΑΝΔΡΕΟΥ: [27, 435, 264, 494]
article-dateline: ΚΑΙΗΠ ΤΑΟΥΝ, 13.—: [1359, 329, 1470, 340]
article-body: [281, 911, 525, 944]
